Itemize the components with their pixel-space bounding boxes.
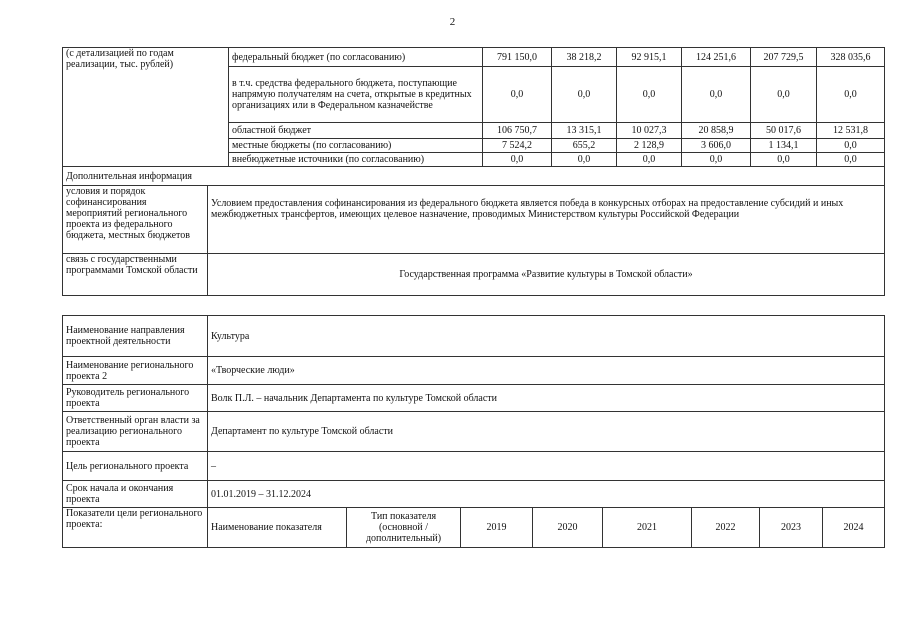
finance-cell: 10 027,3	[617, 123, 682, 139]
finance-cell: 106 750,7	[483, 123, 552, 139]
finance-cell: 0,0	[751, 67, 817, 123]
project-row-value: «Творческие люди»	[208, 357, 885, 385]
finance-cell: 38 218,2	[552, 48, 617, 67]
finance-cell: 0,0	[617, 153, 682, 167]
indicators-label: Показатели цели регионального проекта:	[63, 508, 208, 548]
finance-cell: 13 315,1	[552, 123, 617, 139]
year-header: 2021	[603, 508, 692, 548]
finance-left-label: (с детализацией по годам реализации, тыс. рублей)	[63, 48, 229, 167]
finance-cell: 20 858,9	[682, 123, 751, 139]
finance-cell: 207 729,5	[751, 48, 817, 67]
finance-cell: 50 017,6	[751, 123, 817, 139]
finance-cell: 0,0	[817, 153, 885, 167]
finance-cell: 0,0	[483, 67, 552, 123]
finance-cell: 0,0	[552, 67, 617, 123]
finance-cell: 0,0	[617, 67, 682, 123]
project-row-value: 01.01.2019 – 31.12.2024	[208, 481, 885, 508]
finance-cell: 92 915,1	[617, 48, 682, 67]
finance-cell: 124 251,6	[682, 48, 751, 67]
finance-cell: 12 531,8	[817, 123, 885, 139]
finance-cell: 0,0	[682, 153, 751, 167]
finance-cell: 3 606,0	[682, 139, 751, 153]
project-row-label: Руководитель регионального проекта	[63, 385, 208, 412]
project-row-value: Культура	[208, 316, 885, 357]
finance-row-label: федеральный бюджет (по согласованию)	[229, 48, 483, 67]
finance-row-label: внебюджетные источники (по согласованию)	[229, 153, 483, 167]
finance-cell: 0,0	[751, 153, 817, 167]
project-row-label: Цель регионального проекта	[63, 452, 208, 481]
link-value: Государственная программа «Развитие культуры в Томской области»	[208, 254, 885, 296]
finance-row-label: областной бюджет	[229, 123, 483, 139]
finance-cell: 655,2	[552, 139, 617, 153]
year-header: 2019	[461, 508, 533, 548]
finance-cell: 328 035,6	[817, 48, 885, 67]
project-row-label: Наименование направления проектной деятельности	[63, 316, 208, 357]
year-header: 2020	[533, 508, 603, 548]
link-label: связь с государственными программами Томской области	[63, 254, 208, 296]
finance-cell: 1 134,1	[751, 139, 817, 153]
finance-cell: 791 150,0	[483, 48, 552, 67]
project-row-label: Ответственный орган власти за реализацию регионального проекта	[63, 412, 208, 452]
additional-info-heading: Дополнительная информация	[63, 167, 885, 186]
financing-table	[62, 47, 885, 296]
finance-row-label: местные бюджеты (по согласованию)	[229, 139, 483, 153]
project-row-label: Наименование регионального проекта 2	[63, 357, 208, 385]
year-header: 2024	[823, 508, 885, 548]
finance-cell: 0,0	[817, 139, 885, 153]
finance-row-label: в т.ч. средства федерального бюджета, поступающие напрямую получателям на счета, открытые в кредитных организациях или в Федеральном казначействе	[229, 67, 483, 123]
year-header: 2022	[692, 508, 760, 548]
project-passport-table	[62, 315, 885, 548]
finance-cell: 0,0	[817, 67, 885, 123]
conditions-value: Условием предоставления софинансирования из федерального бюджета является победа в конкурсных отборах на предоставление субсидий и иных межбюджетных трансфертов, имеющих целевое назначение, проводимых Министерством культуры Российской Федерации	[208, 186, 885, 254]
project-row-label: Срок начала и окончания проекта	[63, 481, 208, 508]
conditions-label: условия и порядок софинансирования мероприятий регионального проекта из федерального бюджета, местных бюджетов	[63, 186, 208, 254]
project-row-value: Департамент по культуре Томской области	[208, 412, 885, 452]
project-row-value: Волк П.Л. – начальник Департамента по культуре Томской области	[208, 385, 885, 412]
project-row-value: –	[208, 452, 885, 481]
finance-cell: 7 524,2	[483, 139, 552, 153]
finance-cell: 2 128,9	[617, 139, 682, 153]
finance-cell: 0,0	[682, 67, 751, 123]
indicator-type-header: Тип показателя (основной /дополнительный)	[347, 508, 461, 548]
indicator-name-header: Наименование показателя	[208, 508, 347, 548]
year-header: 2023	[760, 508, 823, 548]
page-number: 2	[449, 16, 456, 28]
finance-cell: 0,0	[552, 153, 617, 167]
finance-cell: 0,0	[483, 153, 552, 167]
